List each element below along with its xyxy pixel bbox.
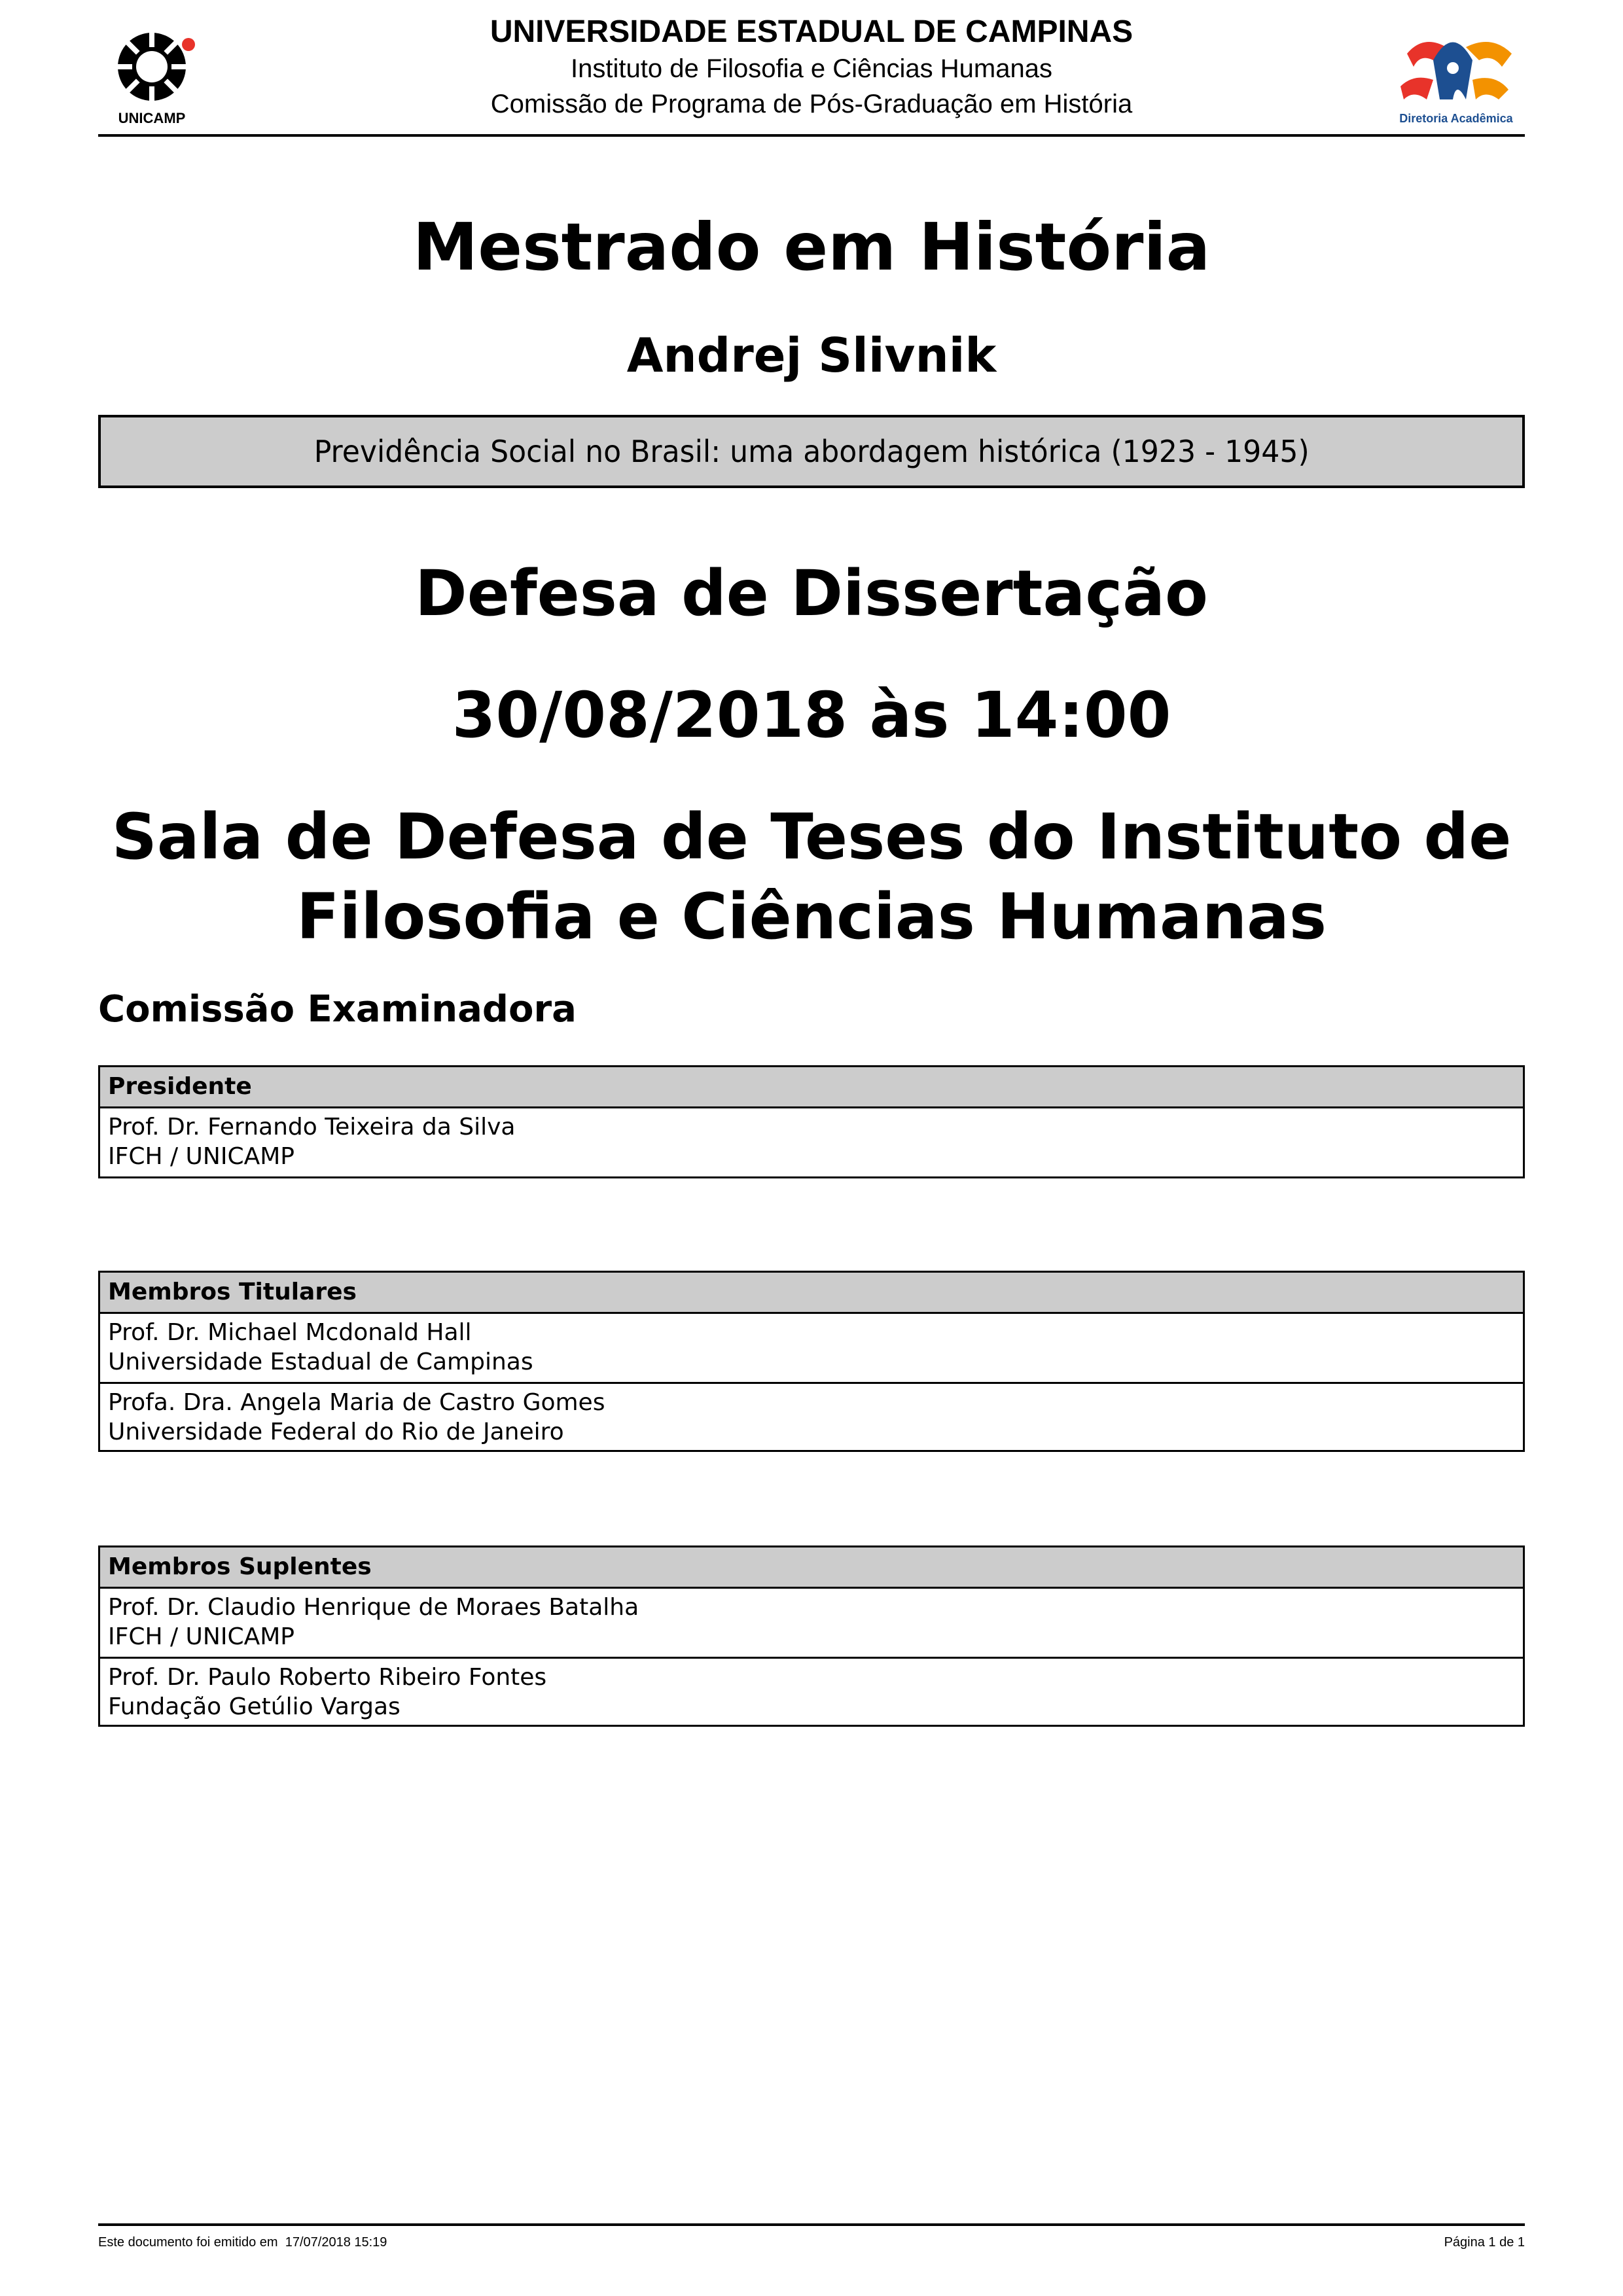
event-location: Sala de Defesa de Teses do Instituto de Filosofia e Ciências Humanas (111, 800, 1512, 953)
member-name: Prof. Dr. Michael Mcdonald Hall (108, 1319, 472, 1346)
document-header (98, 13, 1525, 137)
presidente-table-header: Presidente (100, 1067, 1523, 1108)
diretoria-logo-text: Diretoria Acadêmica (1399, 112, 1513, 125)
unicamp-logo-mark (115, 30, 195, 103)
table-row (100, 1382, 1523, 1450)
suplentes-table (98, 1545, 1525, 1727)
presidente-table (98, 1065, 1525, 1178)
event-datetime: 30/08/2018 às 14:00 (452, 679, 1171, 752)
unicamp-logo (105, 20, 203, 131)
issued-info (98, 2235, 387, 2250)
student-name: Andrej Slivnik (626, 328, 997, 383)
member-institution: Universidade Estadual de Campinas (108, 1349, 533, 1375)
university-name: UNIVERSIDADE ESTADUAL DE CAMPINAS (490, 14, 1133, 49)
table-row (100, 1108, 1523, 1176)
member-name: Prof. Dr. Claudio Henrique de Moraes Batalha (108, 1594, 639, 1621)
diretoria-logo-mark (1400, 42, 1512, 99)
thesis-title: Previdência Social no Brasil: uma abordagem histórica (1923 - 1945) (313, 434, 1310, 469)
issued-date: 17/07/2018 15:19 (285, 2235, 387, 2250)
member-name: Profa. Dra. Angela Maria de Castro Gomes (108, 1389, 605, 1416)
program-name: Mestrado em História (412, 209, 1211, 285)
suplentes-table-header: Membros Suplentes (100, 1547, 1523, 1589)
event-type: Defesa de Dissertação (415, 557, 1208, 630)
diretoria-academica-logo (1387, 27, 1525, 132)
member-institution: Fundação Getúlio Vargas (108, 1693, 401, 1720)
committee-heading: Comissão Examinadora (98, 988, 577, 1031)
table-row (100, 1314, 1523, 1382)
member-institution: IFCH / UNICAMP (108, 1143, 294, 1170)
document-footer (98, 2223, 1525, 2250)
commission-name: Comissão de Programa de Pós-Graduação em História (490, 90, 1133, 118)
member-name: Prof. Dr. Paulo Roberto Ribeiro Fontes (108, 1664, 547, 1691)
page-number: Página 1 de 1 (1444, 2235, 1525, 2250)
member-name: Prof. Dr. Fernando Teixeira da Silva (108, 1114, 516, 1140)
titulares-table-header: Membros Titulares (100, 1273, 1523, 1314)
institute-name: Instituto de Filosofia e Ciências Humanas (571, 54, 1052, 83)
member-institution: Universidade Federal do Rio de Janeiro (108, 1419, 564, 1445)
thesis-title-box (98, 415, 1525, 488)
unicamp-logo-text: UNICAMP (118, 110, 186, 126)
titulares-table (98, 1271, 1525, 1452)
issued-label: Este documento foi emitido em (98, 2235, 278, 2250)
member-institution: IFCH / UNICAMP (108, 1623, 294, 1650)
table-row (100, 1589, 1523, 1657)
header-text (294, 13, 1329, 122)
table-row (100, 1657, 1523, 1725)
